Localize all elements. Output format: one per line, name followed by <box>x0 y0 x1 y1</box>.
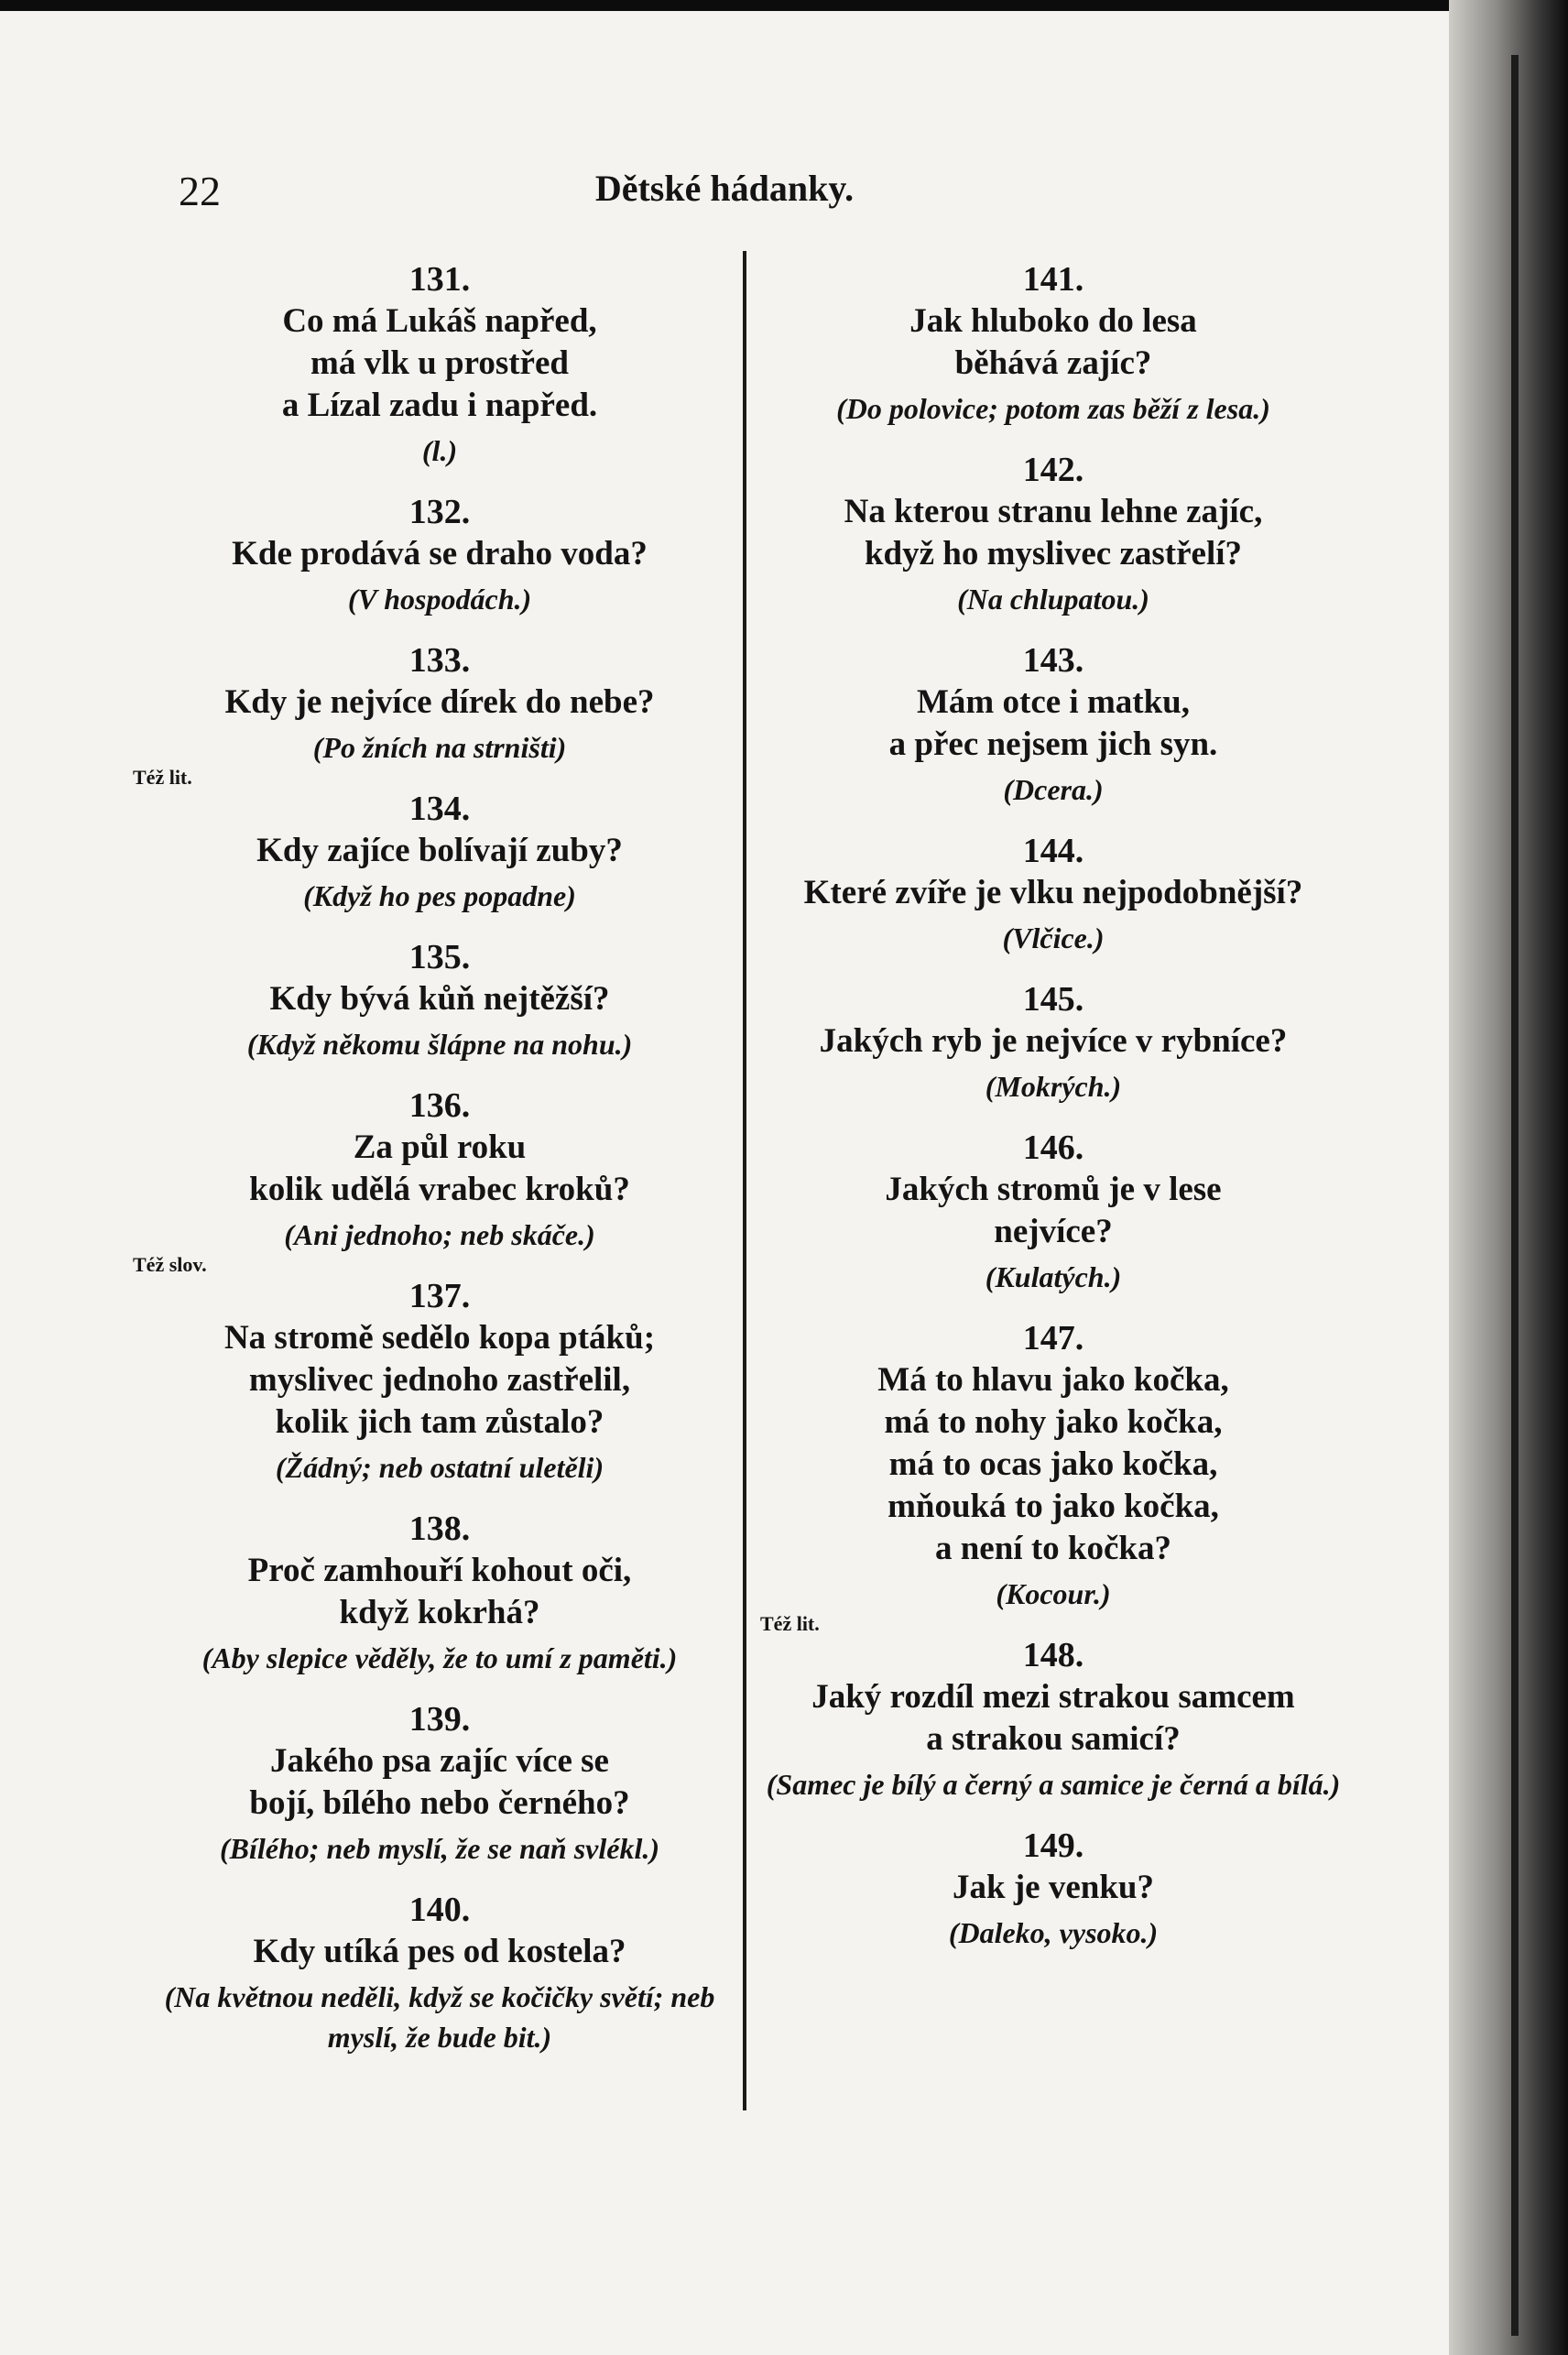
riddle-line: Kdy bývá kůň nejtěžší? <box>269 980 610 1018</box>
riddle-line: Proč zamhouří kohout oči, <box>247 1552 632 1589</box>
riddle-answer: (Bílého; neb myslí, že se naň svlékl.) <box>220 1832 659 1865</box>
riddle-number: 136. <box>408 1086 471 1125</box>
riddle-line: běhává zajíc? <box>954 344 1152 382</box>
riddle <box>760 978 1346 1107</box>
riddle-number: 138. <box>408 1510 471 1548</box>
riddle-answer: (Kulatých.) <box>985 1260 1122 1293</box>
riddle-answer: (Když někomu šlápne na nohu.) <box>246 1028 633 1061</box>
riddle-answer: (l.) <box>421 434 458 467</box>
riddle-number: 132. <box>408 493 471 531</box>
riddle-number: 143. <box>1022 641 1084 680</box>
riddle-line: Má to hlavu jako kočka, <box>877 1361 1229 1399</box>
page-edge-line <box>1511 55 1519 2336</box>
riddle <box>156 1508 724 1678</box>
running-head: Dětské hádanky. <box>594 168 855 209</box>
riddle-number: 142. <box>1022 451 1084 489</box>
riddle <box>760 639 1346 810</box>
riddle <box>133 1085 724 1276</box>
riddle-line: nejvíce? <box>994 1213 1113 1250</box>
riddle-note: Též slov. <box>133 1253 207 1276</box>
riddle-answer: (Samec je bílý a černý a samice je černá a bílá.) <box>766 1768 1341 1801</box>
riddle <box>760 1127 1346 1297</box>
riddle-line: Jak hluboko do lesa <box>909 302 1197 340</box>
riddle-answer: (Po žních na strništi) <box>312 731 567 764</box>
riddle <box>133 639 724 789</box>
riddle-answer: (Dcera.) <box>1003 773 1104 806</box>
riddle-answer: (Vlčice.) <box>1002 921 1105 954</box>
riddle-number: 141. <box>1022 260 1084 299</box>
riddle <box>760 1825 1346 1953</box>
riddle <box>156 1275 724 1488</box>
riddle-answer: (Kocour.) <box>996 1577 1111 1610</box>
riddle <box>760 449 1346 619</box>
riddle <box>760 830 1346 958</box>
riddle-line: má to ocas jako kočka, <box>888 1445 1218 1483</box>
riddle-line: a Lízal zadu i napřed. <box>281 387 598 424</box>
riddle-note: Též lit. <box>760 1612 820 1635</box>
riddle-number: 137. <box>408 1277 471 1315</box>
riddle-line: Jak je venku? <box>953 1869 1154 1906</box>
riddle-answer: (Žádný; neb ostatní uletěli) <box>275 1451 604 1484</box>
riddle-answer: (Na chlupatou.) <box>957 583 1149 616</box>
riddle-line: a není to kočka? <box>934 1530 1171 1567</box>
page-edge <box>1449 0 1568 2355</box>
riddle-answer: (Mokrých.) <box>985 1070 1122 1103</box>
page-number: 22 <box>179 168 221 214</box>
riddle-line: Na stromě sedělo kopa ptáků; <box>223 1319 656 1357</box>
riddle-number: 140. <box>408 1891 471 1929</box>
riddle <box>156 936 724 1064</box>
riddle-line: Mám otce i matku, <box>917 683 1190 721</box>
riddle-line: Kde prodává se draho voda? <box>232 535 648 572</box>
riddle <box>156 1889 724 2057</box>
riddle <box>156 1698 724 1869</box>
right-column <box>760 258 1346 1973</box>
riddle-number: 133. <box>408 641 471 680</box>
riddle <box>760 1634 1346 1804</box>
riddle-line: když ho myslivec zastřelí? <box>864 535 1243 572</box>
riddle-answer: (V hospodách.) <box>347 583 532 616</box>
riddle-line: a přec nejsem jich syn. <box>888 725 1218 763</box>
riddle-line: Které zvíře je vlku nejpodobnější? <box>803 874 1303 911</box>
riddle-answer: (Daleko, vysoko.) <box>948 1916 1159 1949</box>
riddle-line: když kokrhá? <box>339 1594 540 1631</box>
riddle-line: Za půl roku <box>353 1128 527 1166</box>
riddle-line: bojí, bílého nebo černého? <box>249 1784 630 1822</box>
riddle-line: kolik jich tam zůstalo? <box>275 1403 604 1441</box>
riddle-line: Jakých ryb je nejvíce v rybníce? <box>819 1022 1288 1060</box>
riddle-line: Co má Lukáš napřed, <box>282 302 597 340</box>
riddle-line: Jakého psa zajíc více se <box>270 1742 609 1780</box>
riddle-line: má to nohy jako kočka, <box>884 1403 1223 1441</box>
riddle-number: 146. <box>1022 1128 1084 1167</box>
riddle-number: 145. <box>1022 980 1084 1019</box>
riddle-note: Též lit. <box>133 766 192 789</box>
riddle-number: 139. <box>408 1700 471 1739</box>
riddle-line: má vlk u prostřed <box>310 344 569 382</box>
riddle-answer: (Aby slepice věděly, že to umí z paměti.) <box>201 1641 678 1674</box>
riddle-answer: (Ani jednoho; neb skáče.) <box>284 1218 595 1251</box>
riddle-number: 131. <box>408 260 471 299</box>
riddle <box>156 788 724 916</box>
riddle <box>156 491 724 619</box>
riddle-line: a strakou samicí? <box>926 1720 1181 1758</box>
riddle-number: 144. <box>1022 832 1084 870</box>
riddle-line: Jakých stromů je v lese <box>885 1171 1222 1208</box>
riddle <box>156 258 724 471</box>
riddle-number: 134. <box>408 790 471 828</box>
riddle-answer: (Když ho pes popadne) <box>303 879 576 912</box>
riddle-line: Kdy utíká pes od kostela? <box>253 1933 626 1970</box>
riddle-number: 148. <box>1022 1636 1084 1674</box>
column-divider <box>743 251 746 2110</box>
riddle-line: Jaký rozdíl mezi strakou samcem <box>811 1678 1295 1716</box>
riddle <box>760 1317 1346 1635</box>
riddle-line: Na kterou stranu lehne zajíc, <box>844 493 1263 530</box>
riddle <box>760 258 1346 429</box>
riddle-answer: (Na květnou neděli, když se kočičky světí; neb myslí, že bude bit.) <box>164 1980 715 2054</box>
riddle-number: 149. <box>1022 1826 1084 1865</box>
left-column <box>133 258 724 2077</box>
riddle-line: Kdy zajíce bolívají zuby? <box>256 832 623 869</box>
riddle-line: myslivec jednoho zastřelil, <box>248 1361 631 1399</box>
riddle-number: 135. <box>408 938 471 976</box>
riddle-number: 147. <box>1022 1319 1084 1357</box>
riddle-line: mňouká to jako kočka, <box>887 1488 1219 1525</box>
riddle-line: Kdy je nejvíce dírek do nebe? <box>224 683 655 721</box>
riddle-answer: (Do polovice; potom zas běží z lesa.) <box>836 392 1270 425</box>
riddle-line: kolik udělá vrabec kroků? <box>249 1171 630 1208</box>
